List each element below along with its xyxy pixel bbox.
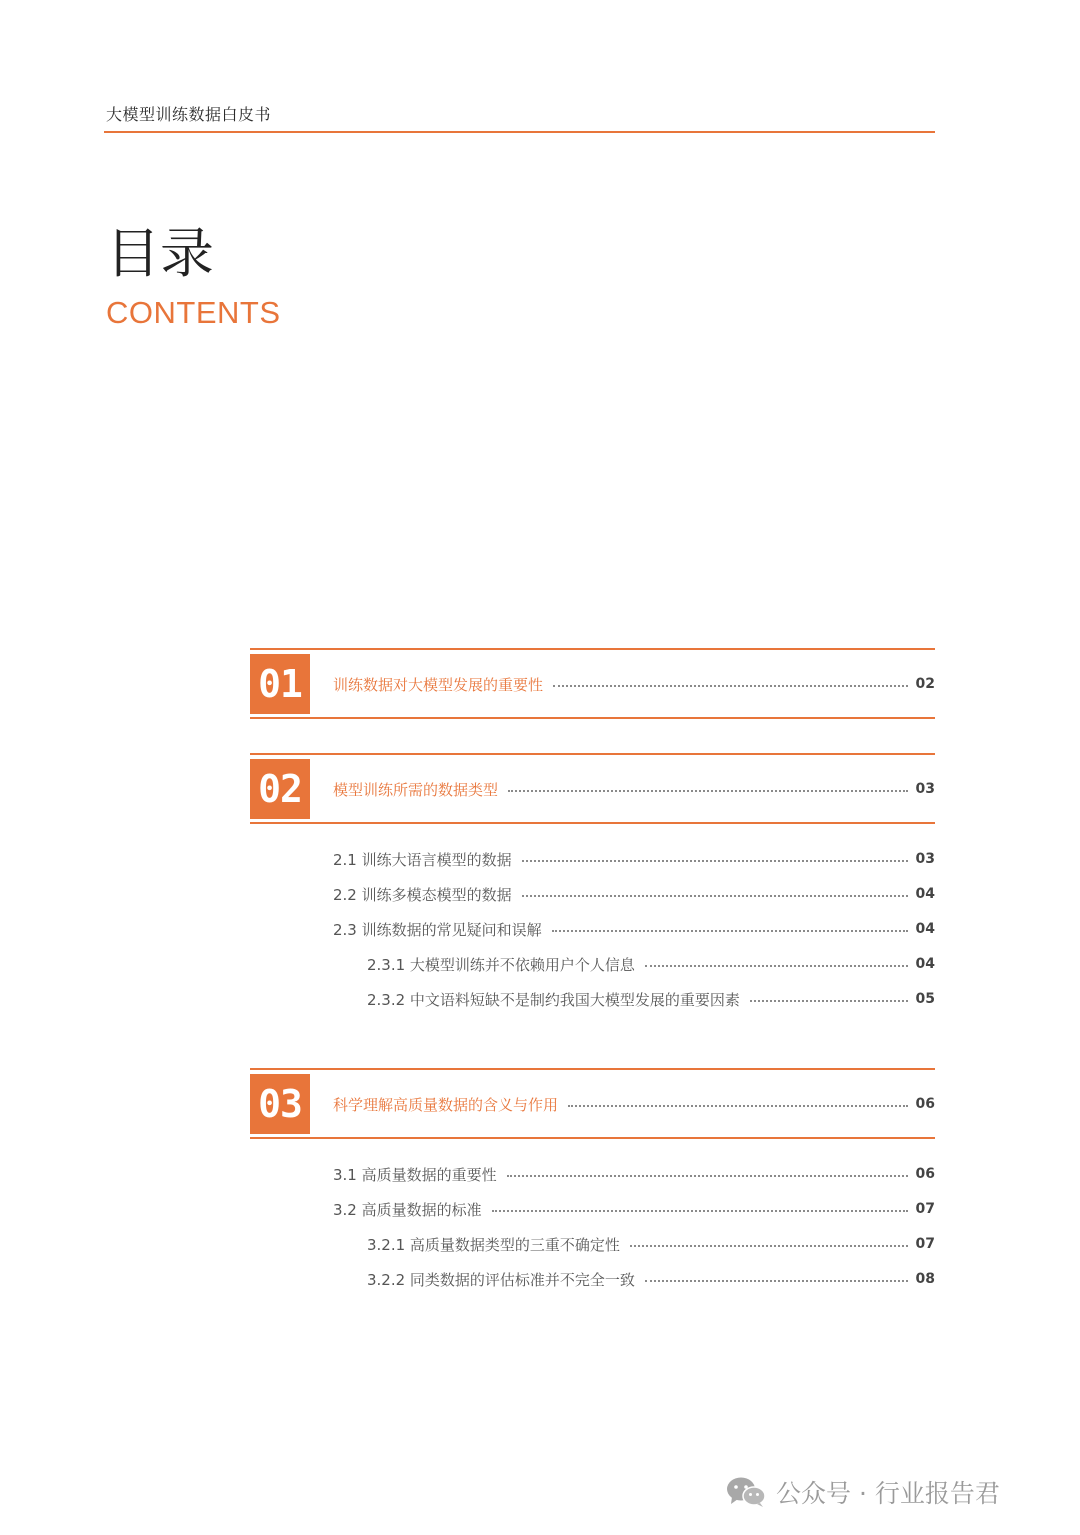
dot-leader: [522, 860, 908, 862]
section-page-number: 02: [915, 676, 935, 692]
toc-item-page: 04: [915, 956, 935, 972]
section-page-number: 06: [915, 1096, 935, 1112]
toc-item-page: 07: [915, 1201, 935, 1217]
section-rule-top: [250, 1068, 935, 1070]
toc-item-page: 03: [915, 851, 935, 867]
section-number-badge: 01: [250, 654, 310, 714]
watermark: [726, 1474, 1000, 1510]
wechat-icon: [726, 1476, 766, 1508]
header-title: 大模型训练数据白皮书: [106, 105, 272, 124]
section-rule-bottom: [250, 822, 935, 824]
dot-leader: [630, 1245, 908, 1247]
dot-leader: [645, 965, 908, 967]
toc-item-label[interactable]: 2.1 训练大语言模型的数据: [333, 850, 512, 869]
section-rule-bottom: [250, 717, 935, 719]
section-rule-bottom: [250, 1137, 935, 1139]
dot-leader: [552, 930, 908, 932]
toc-item[interactable]: [333, 848, 935, 870]
dot-leader: [507, 1175, 908, 1177]
dot-leader: [492, 1210, 908, 1212]
toc-item-label[interactable]: 3.2.1 高质量数据类型的三重不确定性: [367, 1235, 620, 1254]
section-title[interactable]: 科学理解高质量数据的含义与作用: [333, 1095, 559, 1114]
toc-section-03[interactable]: [250, 1068, 935, 1140]
toc-subtitle: CONTENTS: [106, 295, 281, 330]
section-number-badge: 02: [250, 759, 310, 819]
toc-item-page: 07: [915, 1236, 935, 1252]
toc-item-label[interactable]: 3.2 高质量数据的标准: [333, 1200, 482, 1219]
section-rule-top: [250, 753, 935, 755]
toc-item-label[interactable]: 3.1 高质量数据的重要性: [333, 1165, 497, 1184]
toc-item-label[interactable]: 2.3.1 大模型训练并不依赖用户个人信息: [367, 955, 635, 974]
toc-item[interactable]: [367, 1268, 935, 1290]
toc-item[interactable]: [367, 988, 935, 1010]
watermark-text: 公众号 · 行业报告君: [776, 1479, 1000, 1508]
toc-item[interactable]: [333, 1198, 935, 1220]
toc-section-02[interactable]: [250, 753, 935, 825]
dot-leader: [508, 790, 908, 792]
dot-leader: [645, 1280, 908, 1282]
section-title[interactable]: 模型训练所需的数据类型: [333, 780, 499, 799]
toc-item-page: 04: [915, 886, 935, 902]
toc-item-label[interactable]: 2.3.2 中文语料短缺不是制约我国大模型发展的重要因素: [367, 990, 740, 1009]
section-title[interactable]: 训练数据对大模型发展的重要性: [333, 675, 544, 694]
toc-item-label[interactable]: 2.2 训练多模态模型的数据: [333, 885, 512, 904]
toc-item[interactable]: [367, 1233, 935, 1255]
toc-item[interactable]: [333, 918, 935, 940]
toc-item[interactable]: [367, 953, 935, 975]
toc-item-page: 08: [915, 1271, 935, 1287]
toc-item-page: 04: [915, 921, 935, 937]
section-number-badge: 03: [250, 1074, 310, 1134]
dot-leader: [553, 685, 908, 687]
toc-item[interactable]: [333, 883, 935, 905]
toc-item-label[interactable]: 3.2.2 同类数据的评估标准并不完全一致: [367, 1270, 635, 1289]
toc-item-label[interactable]: 2.3 训练数据的常见疑问和误解: [333, 920, 542, 939]
toc-title: 目录: [106, 222, 214, 285]
toc-item-page: 06: [915, 1166, 935, 1182]
section-rule-top: [250, 648, 935, 650]
toc-item[interactable]: [333, 1163, 935, 1185]
toc-section-01[interactable]: [250, 648, 935, 720]
dot-leader: [522, 895, 908, 897]
section-page-number: 03: [915, 781, 935, 797]
toc-item-page: 05: [915, 991, 935, 1007]
header-rule: [104, 131, 935, 133]
dot-leader: [568, 1105, 908, 1107]
dot-leader: [750, 1000, 908, 1002]
